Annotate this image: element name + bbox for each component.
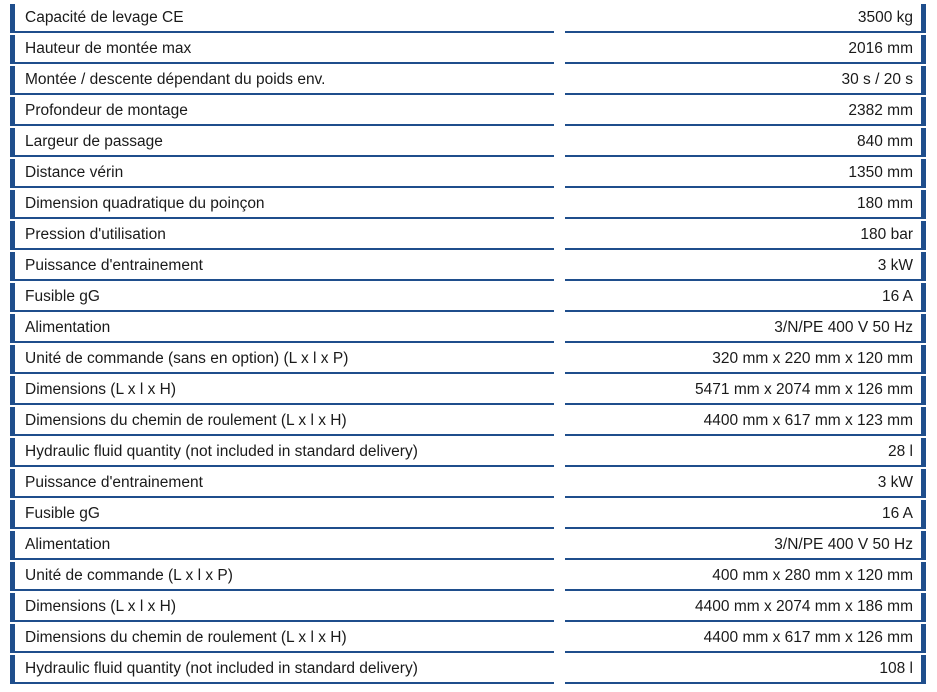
spec-label-cell <box>10 500 554 529</box>
spec-label-cell <box>10 438 554 467</box>
spec-label-cell <box>10 469 554 498</box>
spec-value-cell <box>565 376 926 405</box>
spec-row <box>0 4 937 35</box>
spec-value-cell <box>565 438 926 467</box>
spec-label-cell <box>10 4 554 33</box>
spec-label-cell <box>10 252 554 281</box>
spec-value-cell <box>565 531 926 560</box>
spec-label: Profondeur de montage <box>25 102 188 120</box>
spec-value-cell <box>565 128 926 157</box>
spec-label: Fusible gG <box>25 288 100 306</box>
spec-label: Unité de commande (sans en option) (L x l x P) <box>25 350 349 368</box>
spec-value: 2382 mm <box>848 102 913 120</box>
spec-value-cell <box>565 624 926 653</box>
spec-value-cell <box>565 655 926 684</box>
spec-row <box>0 469 937 500</box>
spec-value: 3/N/PE 400 V 50 Hz <box>774 536 913 554</box>
spec-label: Dimension quadratique du poinçon <box>25 195 265 213</box>
spec-value-cell <box>565 221 926 250</box>
spec-label: Puissance d'entrainement <box>25 474 203 492</box>
spec-value-cell <box>565 314 926 343</box>
spec-label: Distance vérin <box>25 164 124 182</box>
spec-row <box>0 159 937 190</box>
spec-row <box>0 252 937 283</box>
spec-value: 3 kW <box>877 474 913 492</box>
spec-value: 3/N/PE 400 V 50 Hz <box>774 319 913 337</box>
spec-value: 320 mm x 220 mm x 120 mm <box>712 350 913 368</box>
spec-label: Hydraulic fluid quantity (not included in standard delivery) <box>25 660 418 678</box>
spec-value-cell <box>565 407 926 436</box>
spec-value-cell <box>565 500 926 529</box>
spec-row <box>0 376 937 407</box>
spec-value-cell <box>565 562 926 591</box>
spec-value: 2016 mm <box>848 40 913 58</box>
spec-label: Dimensions (L x l x H) <box>25 381 177 399</box>
spec-label: Hauteur de montée max <box>25 40 192 58</box>
spec-label: Capacité de levage CE <box>25 9 184 27</box>
spec-label: Pression d'utilisation <box>25 226 166 244</box>
spec-value: 5471 mm x 2074 mm x 126 mm <box>695 381 913 399</box>
spec-label-cell <box>10 97 554 126</box>
spec-value: 16 A <box>881 288 913 306</box>
spec-label-cell <box>10 655 554 684</box>
spec-label-cell <box>10 407 554 436</box>
spec-value-cell <box>565 97 926 126</box>
spec-label-cell <box>10 314 554 343</box>
spec-label: Dimensions du chemin de roulement (L x l x H) <box>25 629 347 647</box>
spec-value-cell <box>565 345 926 374</box>
spec-value: 180 mm <box>857 195 913 213</box>
spec-label: Fusible gG <box>25 505 100 523</box>
spec-label: Dimensions du chemin de roulement (L x l x H) <box>25 412 347 430</box>
spec-label-cell <box>10 376 554 405</box>
spec-label: Dimensions (L x l x H) <box>25 598 177 616</box>
spec-row <box>0 562 937 593</box>
spec-value-cell <box>565 469 926 498</box>
spec-value-cell <box>565 159 926 188</box>
spec-label: Montée / descente dépendant du poids env. <box>25 71 326 89</box>
spec-label-cell <box>10 593 554 622</box>
spec-label-cell <box>10 562 554 591</box>
spec-value: 16 A <box>881 505 913 523</box>
spec-row <box>0 314 937 345</box>
spec-value: 3 kW <box>877 257 913 275</box>
spec-value: 30 s / 20 s <box>841 71 913 89</box>
spec-label: Unité de commande (L x l x P) <box>25 567 233 585</box>
spec-row <box>0 97 937 128</box>
spec-row <box>0 128 937 159</box>
spec-label-cell <box>10 35 554 64</box>
spec-label: Alimentation <box>25 536 111 554</box>
spec-value: 4400 mm x 617 mm x 123 mm <box>703 412 913 430</box>
spec-label-cell <box>10 159 554 188</box>
spec-label: Alimentation <box>25 319 111 337</box>
spec-row <box>0 438 937 469</box>
spec-label-cell <box>10 128 554 157</box>
spec-row <box>0 35 937 66</box>
spec-value: 4400 mm x 617 mm x 126 mm <box>703 629 913 647</box>
spec-row <box>0 624 937 655</box>
spec-value: 1350 mm <box>848 164 913 182</box>
spec-label-cell <box>10 283 554 312</box>
spec-row <box>0 190 937 221</box>
spec-row <box>0 593 937 624</box>
spec-value: 840 mm <box>857 133 913 151</box>
spec-row <box>0 531 937 562</box>
spec-label-cell <box>10 345 554 374</box>
spec-row <box>0 655 937 686</box>
spec-value-cell <box>565 4 926 33</box>
spec-value: 108 l <box>879 660 913 678</box>
spec-value: 28 l <box>888 443 913 461</box>
spec-row <box>0 283 937 314</box>
spec-value-cell <box>565 66 926 95</box>
spec-value-cell <box>565 252 926 281</box>
spec-label: Largeur de passage <box>25 133 163 151</box>
spec-label: Puissance d'entrainement <box>25 257 203 275</box>
spec-label-cell <box>10 221 554 250</box>
spec-value: 180 bar <box>860 226 913 244</box>
spec-label-cell <box>10 624 554 653</box>
spec-row <box>0 500 937 531</box>
spec-label-cell <box>10 531 554 560</box>
spec-value-cell <box>565 593 926 622</box>
spec-row <box>0 66 937 97</box>
spec-label-cell <box>10 66 554 95</box>
spec-value-cell <box>565 35 926 64</box>
spec-value: 400 mm x 280 mm x 120 mm <box>712 567 913 585</box>
spec-value-cell <box>565 283 926 312</box>
spec-row <box>0 345 937 376</box>
spec-row <box>0 407 937 438</box>
spec-value: 3500 kg <box>857 9 913 27</box>
spec-row <box>0 221 937 252</box>
spec-label: Hydraulic fluid quantity (not included in standard delivery) <box>25 443 418 461</box>
spec-value-cell <box>565 190 926 219</box>
spec-value: 4400 mm x 2074 mm x 186 mm <box>695 598 913 616</box>
spec-label-cell <box>10 190 554 219</box>
